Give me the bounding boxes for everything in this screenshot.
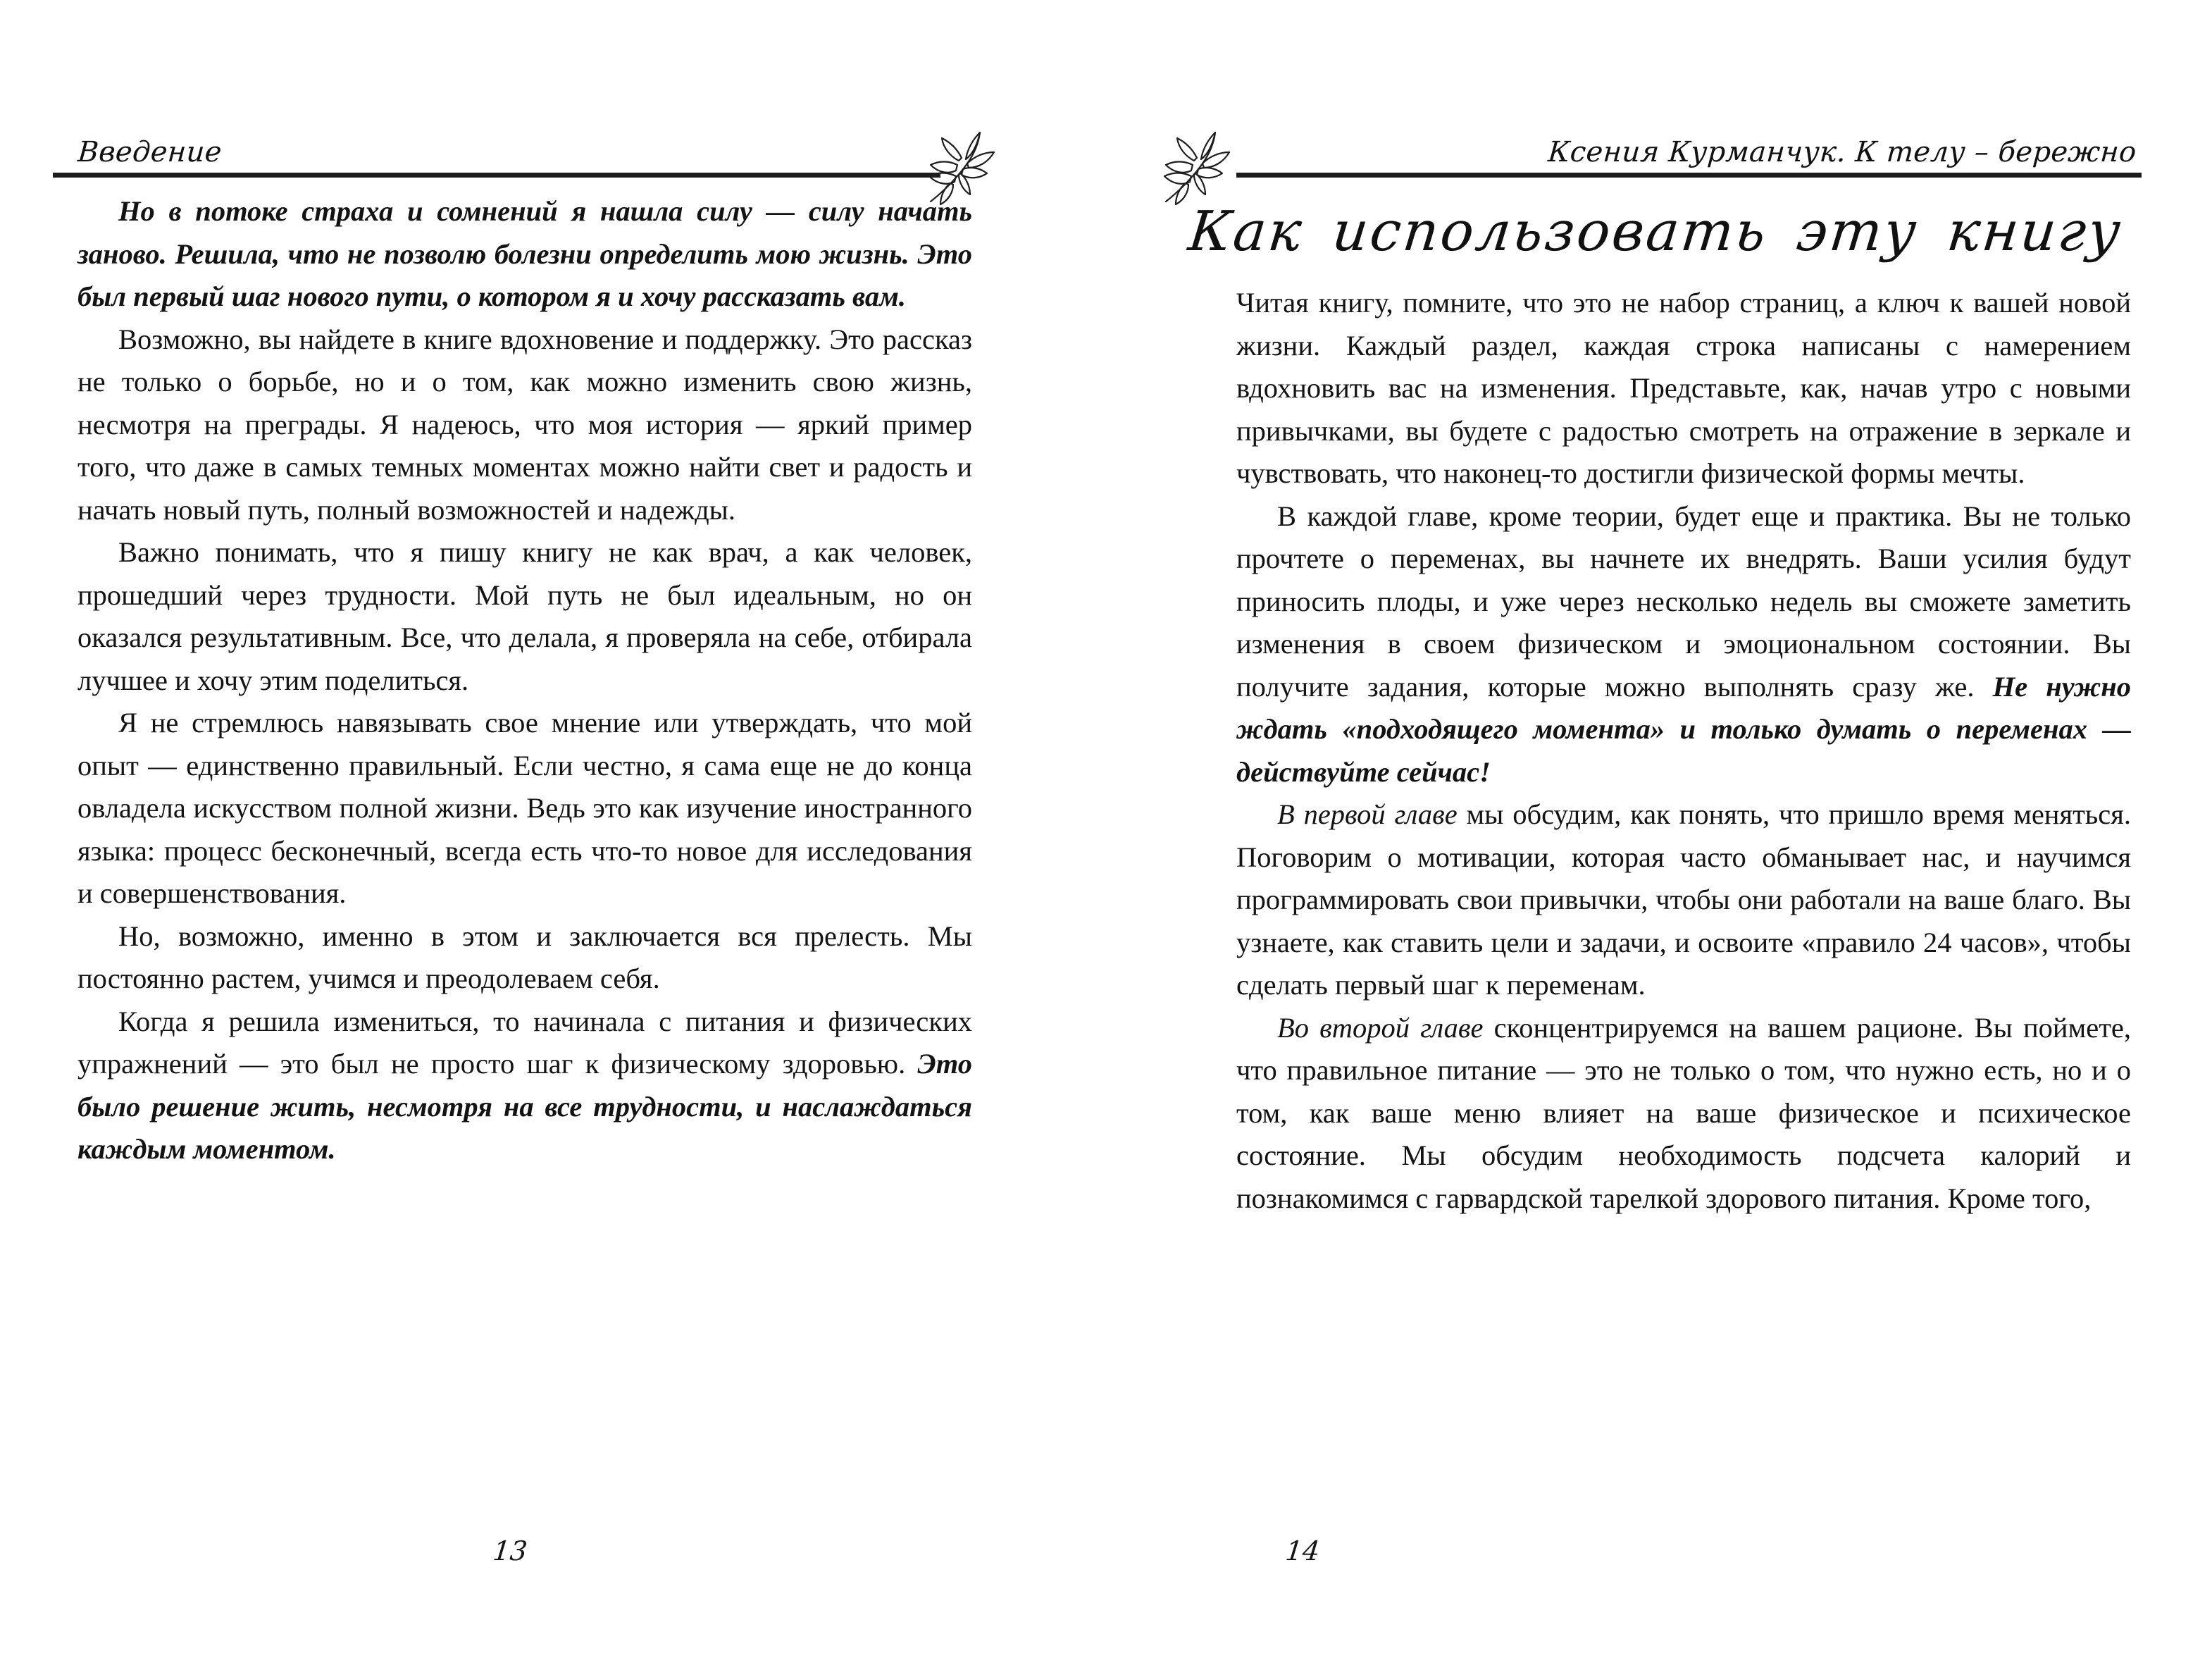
paragraph-plain-part: Когда я решила измениться, то начинала с питания и физических упражнений — это был не просто шаг к физическому здоровью.	[77, 1005, 972, 1080]
right-running-head-label: Ксения Курманчук. К телу – бережно	[1546, 136, 2138, 168]
right-page-text	[1236, 282, 2131, 1220]
paragraph-emphasis-part: Это было решение жить, несмотря на все трудности, и наслаждаться каждым моментом.	[77, 1048, 972, 1165]
paragraph-lead-in: Во второй главе	[1277, 1011, 1484, 1044]
left-running-head-label: Введение	[76, 136, 223, 168]
left-running-head-row	[53, 138, 940, 178]
paragraph: Но в потоке страха и сомнений я нашла силу — силу начать заново. Решила, что не позволю болезни определить мою жизнь. Это был первый шаг нового пути, о котором я и хочу рассказать вам.	[77, 195, 972, 312]
paragraph-body-part: сконцентрируемся на вашем рационе. Вы поймете, что правильное питание — это не только о том, что нужно есть, но и о том, как ваше меню влияет на ваше физическое и психическое состояние. Мы обсудим необходимость подсчета калорий и познакомимся с гарвардской тарелкой здорового питания. Кроме того,	[1236, 1011, 2132, 1214]
right-running-head	[1236, 93, 2142, 178]
paragraph-plain-part: В каждой главе, кроме теории, будет еще и практика. Вы не только прочтете о переменах, вы начнете их внедрять. Ваши усилия будут приносить плоды, и уже через несколько недель вы сможете заметить изменения в своем физическом и эмоциональном состоянии. Вы получите задания, которые можно выполнять сразу же.	[1236, 500, 2131, 703]
paragraph	[1236, 495, 2131, 794]
paragraph: Возможно, вы найдете в книге вдохновение и поддержку. Это рассказ не только о борьбе, но и о том, как можно изменить свою жизнь, несмотря на преграды. Я надеюсь, что моя история — яркий пример того, что даже в самых темных моментах можно найти свет и радость и начать новый путь, полный возможностей и надежды.	[77, 323, 972, 526]
left-page-number: 13	[491, 1535, 529, 1566]
paragraph: Важно понимать, что я пишу книгу не как врач, а как человек, прошедший через трудности. Мой путь не был идеальным, но он оказался результативным. Все, что делала, я проверяла на себе, отбирала лучшее и хочу этим поделиться.	[77, 536, 972, 696]
left-page-text	[77, 190, 972, 1171]
leaf-branch-icon	[1152, 123, 1236, 210]
paragraph	[1236, 1007, 2131, 1220]
paragraph-emphasis-part: Не нужно ждать «подходящего момента» и только думать о переменах — действуйте сейчас!	[1236, 670, 2131, 788]
right-page	[1106, 0, 2212, 1663]
paragraph: Но, возможно, именно в этом и заключается вся прелесть. Мы постоянно растем, учимся и преодолеваем себя.	[77, 920, 972, 994]
paragraph: Читая книгу, помните, что это не набор страниц, а ключ к вашей новой жизни. Каждый раздел, каждая строка написаны с намерением вдохновить вас на изменения. Представьте, как, начав утро с новыми привычками, вы будете с радостью смотреть на отражение в зеркале и чувствовать, что наконец-то достигли физической формы мечты.	[1236, 287, 2131, 489]
paragraph-lead-in: В первой главе	[1277, 798, 1458, 830]
right-header-rule	[1236, 173, 2142, 178]
right-running-head-row	[1236, 138, 2142, 178]
left-running-head	[53, 93, 940, 178]
paragraph	[1236, 793, 2131, 1007]
paragraph-body-part: мы обсудим, как понять, что пришло время меняться. Поговорим о мотивации, которая часто обманывает нас, и научимся программировать свои привычки, чтобы они работали на ваше благо. Вы узнаете, как ставить цели и задачи, и освоите «правило 24 часов», чтобы сделать первый шаг к переменам.	[1236, 798, 2131, 1001]
left-header-rule	[53, 173, 940, 178]
paragraph: Я не стремлюсь навязывать свое мнение или утверждать, что мой опыт — единственно правильный. Если честно, я сама еще не до конца овладела искусством полной жизни. Ведь это как изучение иностранного языка: процесс бесконечный, всегда есть что-то новое для исследования и совершенствования.	[77, 707, 972, 909]
paragraph	[77, 1001, 972, 1171]
chapter-title: Как использовать эту книгу	[1185, 200, 2126, 264]
right-page-number: 14	[1284, 1535, 1322, 1566]
